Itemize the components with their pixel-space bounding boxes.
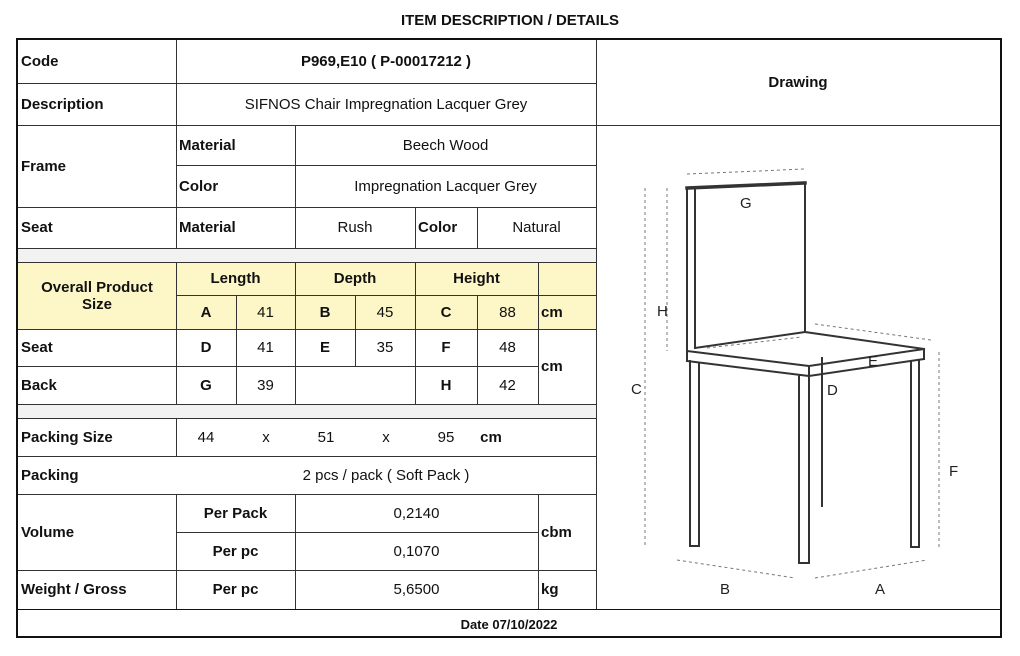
frame-color-label: Color [179, 177, 219, 195]
seat-spec-label: Seat [21, 219, 53, 236]
drawing-letter-c: C [631, 381, 642, 398]
dim-h-value: 42 [499, 376, 516, 394]
packing-value: 2 pcs / pack ( Soft Pack ) [302, 466, 470, 484]
description-label: Description [21, 95, 104, 113]
frame-color-value: Impregnation Lacquer Grey [354, 177, 537, 195]
frame-material-label: Material [179, 136, 236, 154]
seat-dims-label: Seat [21, 339, 53, 356]
seat-material-value: Rush [337, 219, 373, 236]
frame-label: Frame [21, 157, 67, 175]
packing-size-label: Packing Size [21, 428, 113, 446]
description-value: SIFNOS Chair Impregnation Lacquer Grey [244, 95, 528, 113]
weight-unit: kg [541, 581, 559, 598]
dim-c-letter: C [440, 303, 452, 321]
dim-f-letter: F [441, 339, 451, 356]
depth-header: Depth [333, 270, 377, 287]
weight-value: 5,6500 [393, 581, 440, 598]
band-gap [18, 404, 596, 418]
code-value: P969,E10 ( P-00017212 ) [300, 53, 472, 70]
spec-sheet [16, 38, 1002, 638]
drawing-letter-e: E [868, 353, 879, 370]
band-gap [18, 248, 596, 262]
seat-back-unit: cm [541, 358, 563, 375]
dim-a-value: 41 [257, 303, 274, 321]
dim-d-value: 41 [257, 339, 274, 356]
code-label: Code [21, 53, 59, 70]
per-pc-value: 0,1070 [393, 542, 440, 560]
packing-unit: cm [480, 428, 502, 446]
seat-color-value: Natural [512, 219, 561, 236]
size-label: Overall Product Size [41, 278, 153, 313]
weight-label: Weight / Gross [21, 581, 127, 598]
dim-b-letter: B [319, 303, 331, 321]
drawing-letter-f: F [949, 463, 959, 480]
per-pack-label: Per Pack [203, 504, 268, 522]
dim-e-value: 35 [376, 339, 394, 356]
page-title: ITEM DESCRIPTION / DETAILS [400, 12, 620, 29]
length-header: Length [210, 270, 261, 287]
height-header: Height [453, 270, 500, 287]
dim-c-value: 88 [499, 303, 516, 321]
drawing-letter-b: B [720, 581, 731, 598]
seat-color-label: Color [418, 219, 458, 236]
size-unit: cm [541, 303, 563, 321]
dim-f-value: 48 [499, 339, 516, 356]
dim-b-value: 45 [376, 303, 394, 321]
per-pack-value: 0,2140 [393, 504, 440, 522]
seat-material-label: Material [179, 219, 236, 236]
drawing-letter-d: D [827, 382, 838, 399]
drawing-letter-h: H [657, 303, 668, 320]
packing-length: 44 [197, 428, 215, 446]
packing-width: 51 [317, 428, 335, 446]
packing-x2: x [382, 428, 390, 446]
dim-g-value: 39 [257, 376, 274, 394]
dim-g-letter: G [200, 376, 212, 394]
packing-x1: x [262, 428, 270, 446]
dim-e-letter: E [319, 339, 330, 356]
frame-material-value: Beech Wood [402, 136, 489, 154]
chair-drawing [597, 126, 1000, 609]
drawing-letter-a: A [875, 581, 886, 598]
packing-height: 95 [437, 428, 455, 446]
packing-label: Packing [21, 466, 79, 484]
per-pc-label: Per pc [212, 542, 259, 560]
volume-label: Volume [21, 523, 75, 541]
volume-unit: cbm [541, 523, 572, 541]
dim-a-letter: A [200, 303, 212, 321]
dim-d-letter: D [200, 339, 212, 356]
drawing-letter-g: G [740, 195, 752, 212]
back-dims-label: Back [21, 376, 57, 394]
drawing-label: Drawing [768, 74, 828, 91]
date-footer: Date 07/10/2022 [18, 609, 1000, 639]
dim-h-letter: H [440, 376, 452, 394]
chair-outline [687, 183, 924, 563]
weight-per-pc-label: Per pc [212, 581, 259, 598]
